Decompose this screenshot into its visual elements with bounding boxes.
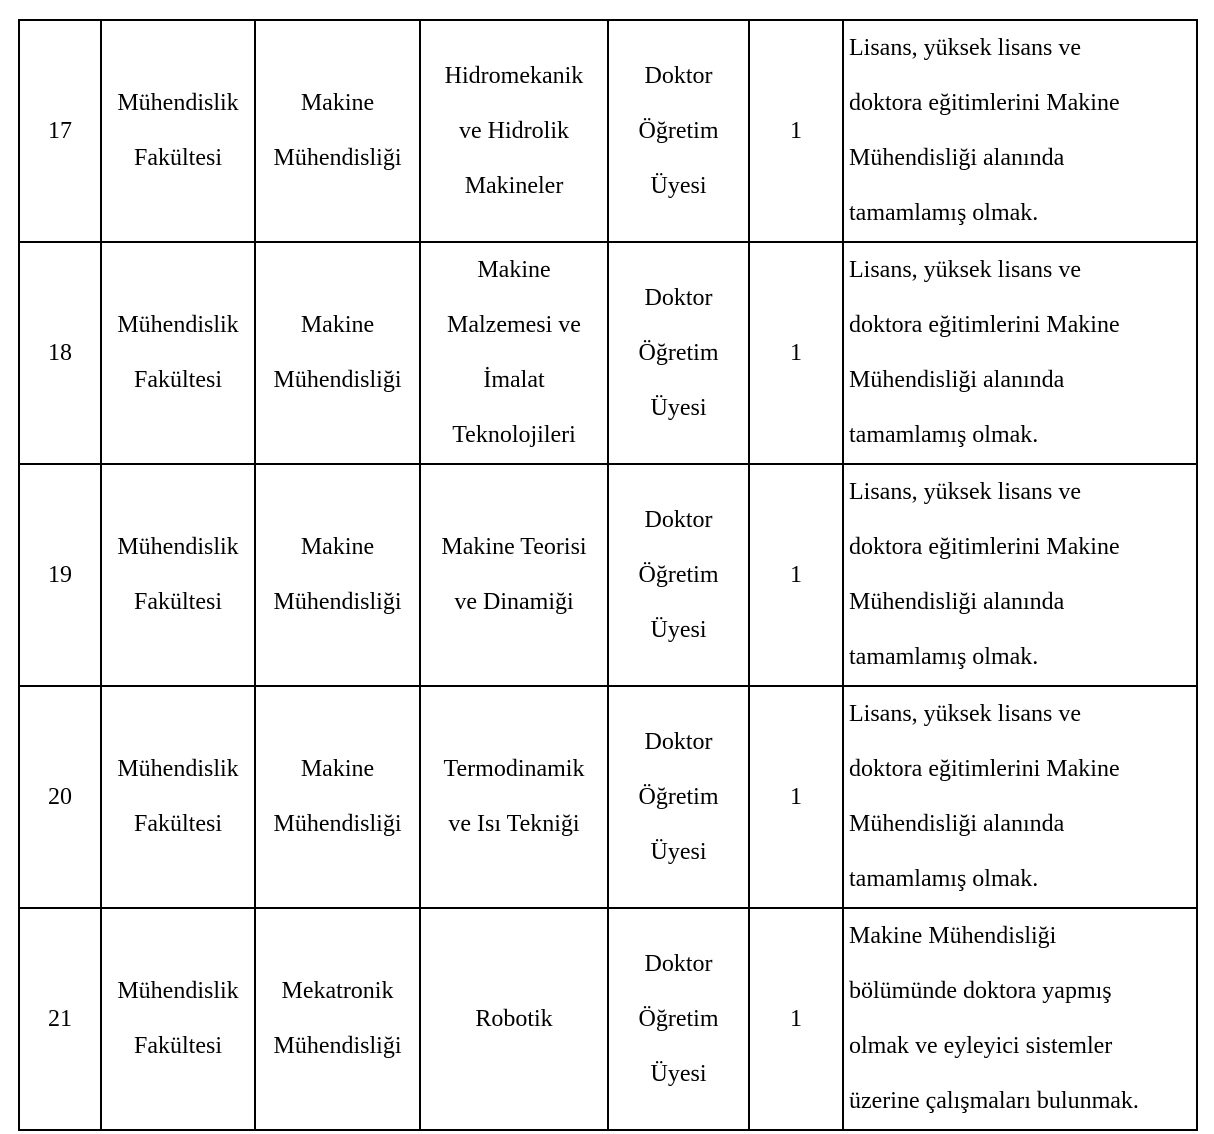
title-line: Üyesi	[650, 616, 707, 643]
title-line: Öğretim	[638, 783, 719, 810]
cell-department	[255, 20, 420, 242]
department-line: Mühendisliği	[273, 811, 402, 837]
cell-requirement	[843, 464, 1197, 686]
cell-field	[420, 242, 608, 464]
field-line: Malzemesi ve	[447, 312, 581, 338]
faculty-line: Mühendislik	[117, 978, 239, 1004]
title-line: Üyesi	[650, 1060, 707, 1087]
field-line: Robotik	[475, 1005, 553, 1032]
department-line: Makine	[300, 312, 375, 338]
faculty-line: Fakültesi	[134, 589, 222, 615]
department-line: Mühendisliği	[273, 145, 402, 171]
field-line: Hidromekanik	[444, 62, 584, 89]
requirement-line: tamamlamış olmak.	[849, 866, 1039, 892]
cell-count	[749, 908, 843, 1130]
department-line: Mühendisliği	[273, 589, 402, 615]
cell-no	[19, 686, 101, 908]
table-row	[19, 464, 1197, 686]
requirement-line: Mühendisliği alanında	[849, 367, 1065, 393]
cell-department	[255, 686, 420, 908]
field-line: Termodinamik	[443, 756, 585, 782]
field-line: Makine	[477, 257, 551, 283]
faculty-line: Mühendislik	[117, 312, 239, 338]
title-line: Doktor	[644, 506, 713, 533]
cell-requirement	[843, 686, 1197, 908]
cell-requirement	[843, 908, 1197, 1130]
position-count: 1	[790, 339, 802, 366]
cell-title	[608, 20, 749, 242]
table-row	[19, 908, 1197, 1130]
requirement-line: Mühendisliği alanında	[849, 145, 1065, 171]
cell-count	[749, 686, 843, 908]
requirement-line: tamamlamış olmak.	[849, 644, 1039, 670]
requirement-line: tamamlamış olmak.	[849, 422, 1039, 448]
field-line: Makineler	[464, 172, 564, 199]
title-line: Öğretim	[638, 561, 719, 588]
requirement-line: olmak ve eyleyici sistemler	[849, 1033, 1113, 1059]
field-line: ve Hidrolik	[459, 117, 569, 144]
title-line: Öğretim	[638, 339, 719, 366]
title-line: Doktor	[644, 950, 713, 977]
cell-title	[608, 464, 749, 686]
title-line: Üyesi	[650, 172, 707, 199]
requirement-line: bölümünde doktora yapmış	[849, 978, 1112, 1004]
table-body	[19, 20, 1197, 1130]
cell-faculty	[101, 20, 255, 242]
department-line: Makine	[300, 534, 375, 560]
position-count: 1	[790, 117, 802, 144]
cell-requirement	[843, 20, 1197, 242]
field-line: İmalat	[483, 367, 545, 393]
cell-no	[19, 20, 101, 242]
cell-count	[749, 242, 843, 464]
title-line: Üyesi	[650, 838, 707, 865]
cell-faculty	[101, 464, 255, 686]
positions-table	[18, 19, 1198, 1131]
faculty-line: Fakültesi	[134, 1033, 222, 1059]
faculty-line: Mühendislik	[117, 756, 239, 782]
position-count: 1	[790, 1005, 802, 1032]
faculty-line: Fakültesi	[134, 367, 222, 393]
faculty-line: Mühendislik	[117, 534, 239, 560]
title-line: Öğretim	[638, 117, 719, 144]
department-line: Makine	[300, 756, 375, 782]
cell-faculty	[101, 242, 255, 464]
requirement-line: Lisans, yüksek lisans ve	[849, 479, 1081, 505]
row-number: 20	[48, 783, 72, 810]
title-line: Doktor	[644, 62, 713, 89]
title-line: Üyesi	[650, 394, 707, 421]
table-row	[19, 20, 1197, 242]
cell-department	[255, 908, 420, 1130]
field-line: Makine Teorisi	[441, 534, 587, 560]
field-line: Teknolojileri	[452, 422, 576, 448]
field-line: ve Dinamiği	[454, 589, 574, 615]
cell-no	[19, 464, 101, 686]
department-line: Mekatronik	[281, 978, 394, 1004]
row-number: 19	[48, 561, 72, 588]
cell-field	[420, 20, 608, 242]
cell-field	[420, 908, 608, 1130]
cell-field	[420, 686, 608, 908]
requirement-line: tamamlamış olmak.	[849, 200, 1039, 226]
cell-faculty	[101, 686, 255, 908]
requirement-line: doktora eğitimlerini Makine	[849, 534, 1120, 560]
requirement-line: üzerine çalışmaları bulunmak.	[849, 1088, 1139, 1114]
faculty-line: Fakültesi	[134, 145, 222, 171]
row-number: 18	[48, 339, 72, 366]
cell-department	[255, 242, 420, 464]
row-number: 21	[48, 1005, 72, 1032]
requirement-line: Lisans, yüksek lisans ve	[849, 35, 1081, 61]
faculty-line: Mühendislik	[117, 90, 239, 116]
requirement-line: Lisans, yüksek lisans ve	[849, 701, 1081, 727]
requirement-line: doktora eğitimlerini Makine	[849, 90, 1120, 116]
table-row	[19, 242, 1197, 464]
faculty-line: Fakültesi	[134, 811, 222, 837]
cell-title	[608, 908, 749, 1130]
requirement-line: Makine Mühendisliği	[849, 923, 1057, 949]
position-count: 1	[790, 783, 802, 810]
requirement-line: doktora eğitimlerini Makine	[849, 312, 1120, 338]
cell-count	[749, 464, 843, 686]
field-line: ve Isı Tekniği	[448, 811, 580, 837]
department-line: Makine	[300, 90, 375, 116]
department-line: Mühendisliği	[273, 367, 402, 393]
cell-field	[420, 464, 608, 686]
title-line: Öğretim	[638, 1005, 719, 1032]
title-line: Doktor	[644, 284, 713, 311]
requirement-line: doktora eğitimlerini Makine	[849, 756, 1120, 782]
cell-no	[19, 908, 101, 1130]
requirement-line: Mühendisliği alanında	[849, 811, 1065, 837]
cell-count	[749, 20, 843, 242]
requirement-line: Lisans, yüksek lisans ve	[849, 257, 1081, 283]
cell-department	[255, 464, 420, 686]
table-row	[19, 686, 1197, 908]
requirement-line: Mühendisliği alanında	[849, 589, 1065, 615]
cell-requirement	[843, 242, 1197, 464]
title-line: Doktor	[644, 728, 713, 755]
cell-title	[608, 686, 749, 908]
position-count: 1	[790, 561, 802, 588]
cell-title	[608, 242, 749, 464]
cell-faculty	[101, 908, 255, 1130]
department-line: Mühendisliği	[273, 1033, 402, 1059]
cell-no	[19, 242, 101, 464]
row-number: 17	[48, 117, 72, 144]
